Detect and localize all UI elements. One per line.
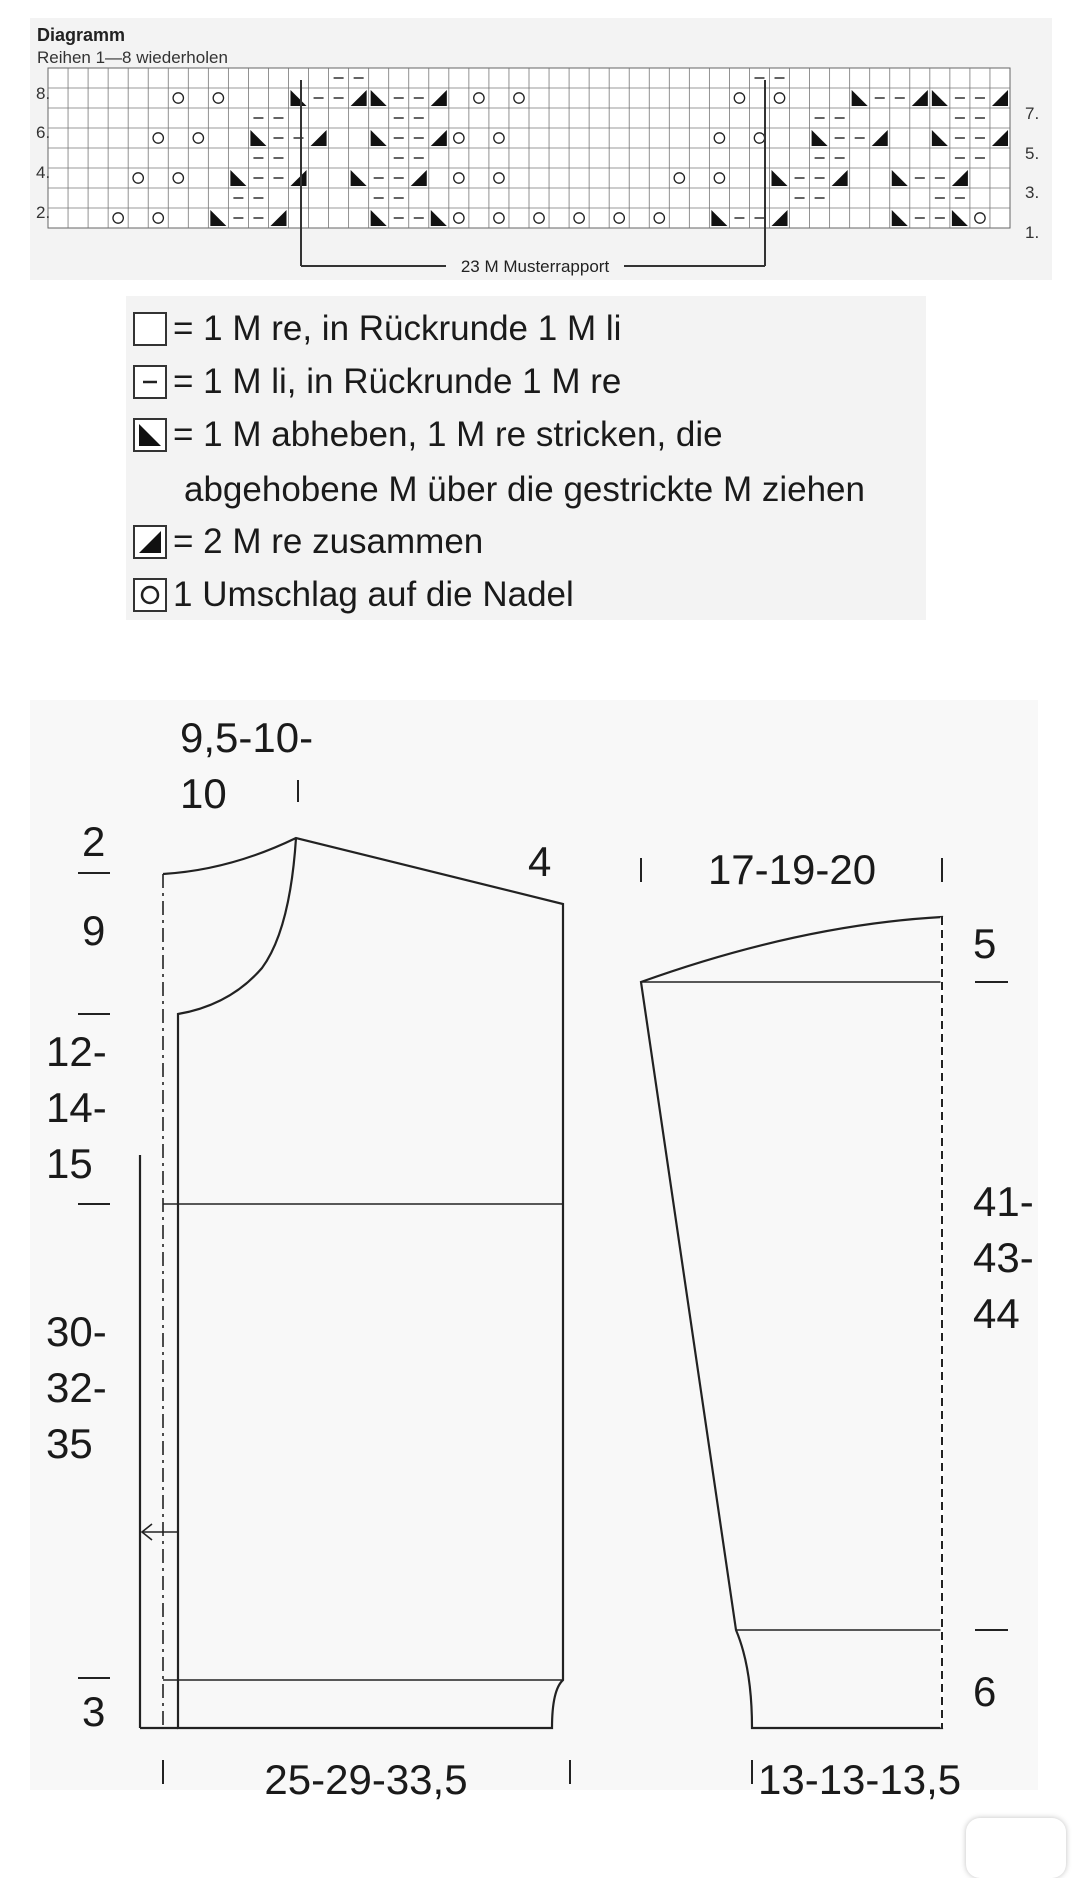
body-piece — [78, 780, 570, 1784]
row-label-1: 1. — [1025, 223, 1040, 242]
body-length-label-line-3: 35 — [46, 1420, 93, 1467]
shoulder-width-label: 4 — [528, 838, 552, 885]
chart-subtitle: Reihen 1—8 wiederholen — [37, 48, 228, 67]
sleeve-length-label-line-2: 43- — [973, 1234, 1034, 1281]
sleeve-bottom-width-label: 13-13-13,5 — [758, 1756, 962, 1803]
armhole-label-line-1: 12- — [46, 1028, 107, 1075]
repeat-label: 23 M Musterrapport — [460, 257, 610, 276]
legend-text-yarn-over: 1 Umschlag auf die Nadel — [173, 575, 574, 614]
legend-text-knit: = 1 M re, in Rückrunde 1 M li — [173, 309, 622, 348]
sleeve-cuff-label: 6 — [973, 1668, 997, 1715]
sleeve-piece — [641, 858, 1008, 1784]
chart-title: Diagramm — [37, 25, 126, 45]
armhole-label-line-2: 14- — [46, 1084, 107, 1131]
row-label-7: 7. — [1025, 104, 1040, 123]
legend-text-slip-decrease-continued: abgehobene M über die gestrickte M ziehen — [184, 470, 865, 509]
legend-text-slip-decrease: = 1 M abheben, 1 M re stricken, die — [173, 415, 723, 454]
body-width-label: 25-29-33,5 — [264, 1756, 468, 1803]
sleeve-top-width-label: 17-19-20 — [707, 846, 877, 893]
armhole-label-line-3: 15 — [46, 1140, 93, 1187]
body-length-label-line-2: 32- — [46, 1364, 107, 1411]
legend-text-k2tog: = 2 M re zusammen — [173, 522, 484, 561]
legend-text-purl: = 1 M li, in Rückrunde 1 M re — [173, 362, 622, 401]
scroll-to-top-button[interactable] — [966, 1818, 1066, 1878]
row-label-6: 6. — [36, 123, 51, 142]
sleeve-length-label-line-1: 41- — [973, 1178, 1034, 1225]
sleeve-cap-label: 5 — [973, 920, 997, 967]
body-outline — [163, 838, 563, 1728]
sleeve-length-label-line-3: 44 — [973, 1290, 1020, 1337]
row-label-4: 4. — [36, 163, 51, 182]
body-labels — [46, 714, 551, 1803]
neck-depth-label: 9 — [82, 907, 106, 954]
row-label-5: 5. — [1025, 144, 1040, 163]
sleeve-outline — [641, 917, 942, 1728]
row-label-8: 8. — [36, 84, 51, 103]
shoulder-label-line-2: 10 — [180, 770, 227, 817]
rib-label: 3 — [82, 1688, 106, 1735]
row-label-3: 3. — [1025, 183, 1040, 202]
row-label-2: 2. — [36, 203, 51, 222]
shoulder-label-line-1: 9,5-10- — [180, 714, 314, 761]
body-length-label-line-1: 30- — [46, 1308, 107, 1355]
neck-drop-label: 2 — [82, 818, 106, 865]
sleeve-labels — [708, 846, 1034, 1803]
